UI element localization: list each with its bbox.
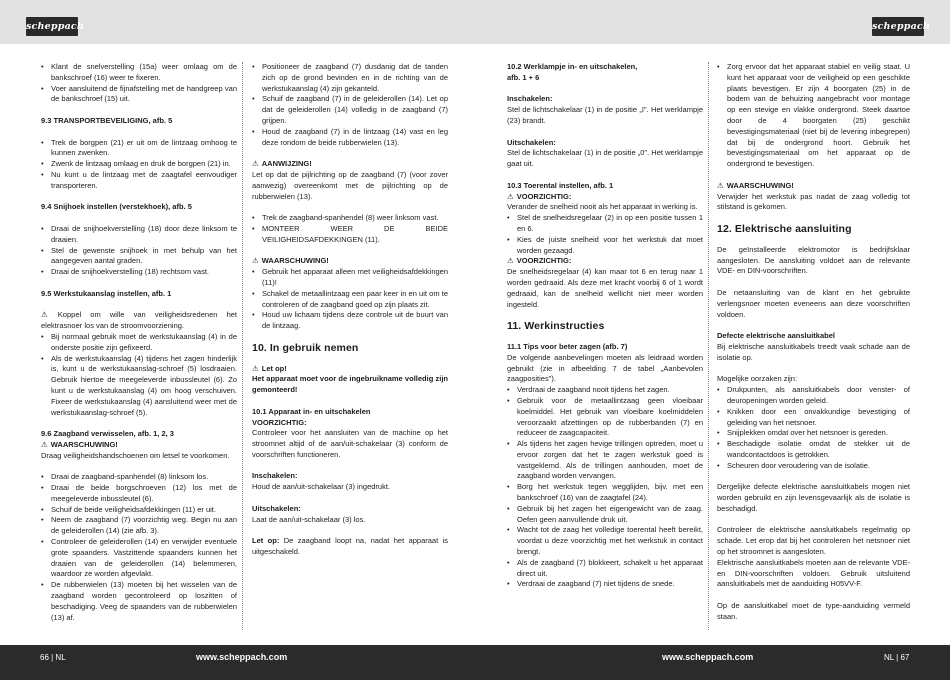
website-link-right[interactable]: www.scheppach.com <box>662 652 754 662</box>
bullet-list <box>41 224 237 278</box>
list-item: • Gebruik bij het zagen het eigengewicht van de zaag. Oefen geen aanvullende druk uit. <box>507 504 703 526</box>
list-item: • Gebruik het apparaat alleen met veiligheidsafdekkingen (11)! <box>252 267 448 289</box>
list-item: • Voer aansluitend de fijnafstelling met de handgreep van de bankschroef (15) uit. <box>41 84 237 106</box>
list-item: • Als tijdens het zagen hevige trillingen optreden, moet u ervoor zorgen dat het te zagen werkstuk goed is vastgeklemd. Als de trillingen aanhouden, moet de zaagband worden vervangen. <box>507 439 703 482</box>
text-column-2 <box>252 62 448 569</box>
paragraph: Draag veiligheidshandschoenen om letsel te voorkomen. <box>41 450 230 460</box>
subsection-heading: 10.2 Werklampje in- en uitschakelen, <box>507 62 638 71</box>
bullet-list <box>717 385 910 471</box>
list-item: • Draai de beide borgschroeven (12) los met de meegeleverde inbussleutel (6). <box>41 483 237 505</box>
list-item: • Houd de zaagband (7) in de lintzaag (14) vast en leg deze rondom de beide rubberwielen (13). <box>252 127 448 149</box>
text-column-4 <box>717 62 910 633</box>
paragraph: Stel de lichtschakelaar (1) in de positie „I". Het werklampje (23) brandt. <box>507 105 703 125</box>
subsection-heading: Inschakelen: <box>507 94 553 104</box>
subsection-heading: 9.3 TRANSPORTBEVEILIGING, afb. 5 <box>41 115 173 125</box>
list-item: • Schakel de metaallintzaag een paar keer in en uit om te controleren of de zaagband goed op zijn plaats zit. <box>252 289 448 311</box>
warning-heading: ⚠ WAARSCHUWING! <box>41 440 237 451</box>
paragraph: Controleer de elektrische aansluitkabels regelmatig op schade. Let erop dat bij het controleren het netsnoer niet op het stroomnet is aangesloten. <box>717 525 910 557</box>
list-item: • Controleer de geleiderollen (14) en verwijder eventuele grote spaanders. Vastzittende spaanders kunnen het draaien van de geleiderollen (14) belemmeren, waardoor ze worden afgevlakt. <box>41 537 237 580</box>
list-item: • Verdraai de zaagband nooit tijdens het zagen. <box>507 385 703 396</box>
list-item: • Draai de snijhoekverstelling (18) rechtsom vast. <box>41 267 237 278</box>
brand-logo-right: scheppach <box>872 17 924 36</box>
paragraph: Let op dat de pijlrichting op de zaagband (7) (voor zover aanwezig) overeenkomt met de pijlrichting op de rubberwielen (13). <box>252 169 448 201</box>
list-item: • Beschadigde isolatie omdat de stekker uit de wandcontactdoos is getrokken. <box>717 439 910 461</box>
list-item: • Draai de zaagband-spanhendel (8) linksom los. <box>41 472 237 483</box>
subsection-heading: 11.1 Tips voor beter zagen (afb. 7) <box>507 341 628 351</box>
list-item: • Schuif de beide veiligheidsafdekkingen (11) er uit. <box>41 505 237 516</box>
warning-heading: ⚠ WAARSCHUWING! <box>252 256 448 267</box>
paragraph: De geïnstalleerde elektromotor is bedrijfsklaar aangesloten. De aansluiting voldoet aan de relevante VDE- en DIN-voorschriften. <box>717 244 910 276</box>
paragraph: Verwijder het werkstuk pas nadat de zaag volledig tot stilstand is gekomen. <box>717 191 910 212</box>
bullet-list <box>41 62 237 105</box>
bullet-list <box>252 213 448 245</box>
subsection-heading: 9.6 Zaagband verwisselen, afb. 1, 2, 3 <box>41 429 174 439</box>
warning-heading: ⚠ AANWIJZING! <box>252 159 448 170</box>
list-item: • Zwenk de lintzaag omlaag en druk de borgpen (21) in. <box>41 159 237 170</box>
section-heading: 10. In gebruik nemen <box>252 341 359 354</box>
subsection-heading: 9.4 Snijhoek instellen (verstekhoek), afb. 5 <box>41 202 192 212</box>
list-item: • Snijplekken omdat over het netsnoer is gereden. <box>717 428 910 439</box>
list-item: • Neem de zaagband (7) voorzichtig weg. Begin nu aan de geleiderollen (14) (zie afb. 3). <box>41 515 237 537</box>
website-link-left[interactable]: www.scheppach.com <box>196 652 288 662</box>
list-item: • Bij normaal gebruik moet de werkstukaanslag (4) in de onderste positie zijn gefixeerd. <box>41 332 237 354</box>
list-item: • Positioneer de zaagband (7) dusdanig dat de tanden zich op de grond bevinden en in de richting van de werkstukaanslag (4) zijn gekanteld. <box>252 62 448 94</box>
subsection-heading: Uitschakelen: <box>252 503 301 513</box>
list-item: • Kies de juiste snelheid voor het werkstuk dat moet worden gezaagd. <box>507 235 703 257</box>
paragraph: Houd de aan/uit-schakelaar (3) ingedrukt. <box>252 482 390 492</box>
bullet-list <box>41 472 237 623</box>
section-heading: 11. Werkinstructies <box>507 320 605 333</box>
column-divider-left <box>242 62 243 630</box>
subsection-heading: afb. 1 + 6 <box>507 72 540 82</box>
paragraph: Verander de snelheid nooit als het apparaat in werking is. <box>507 202 698 212</box>
list-item: • Knikken door een onvakkundige bevestiging of geleiding van het netsnoer. <box>717 407 910 429</box>
brand-logo-left: scheppach <box>26 17 78 36</box>
section-heading: 12. Elektrische aansluiting <box>717 222 852 235</box>
paragraph: Op de aansluitkabel moet de type-aanduiding vermeld staan. <box>717 601 910 621</box>
bullet-list <box>717 62 910 170</box>
page-number-right: NL | 67 <box>884 653 910 662</box>
warning-heading: ⚠ VOORZICHTIG: <box>507 192 703 203</box>
paragraph: De netaansluiting van de klant en het gebruikte verlengsnoer moeten eveneens aan deze voorschriften voldoen. <box>717 287 910 319</box>
list-item: • Verdraai de zaagband (7) niet tijdens de snede. <box>507 579 703 590</box>
paragraph: Elektrische aansluitkabels moeten aan de relevante VDE- en DIN-voorschriften voldoen. Gebruik uitsluitend aansluitkabels met de aanduiding H05VV-F. <box>717 557 910 589</box>
list-item: • Trek de borgpen (21) er uit om de lintzaag omhoog te kunnen zwenken. <box>41 138 237 160</box>
subsection-heading: Inschakelen: <box>252 471 298 481</box>
list-item: • Trek de zaagband-spanhendel (8) weer linksom vast. <box>252 213 448 224</box>
list-item: • Houd uw lichaam tijdens deze controle uit de buurt van de lintzaag. <box>252 310 448 332</box>
bullet-list <box>507 385 703 590</box>
footer-bar <box>0 645 950 680</box>
list-item: • Stel de gewenste snijhoek in met behulp van het aangegeven aantal graden. <box>41 246 237 268</box>
paragraph: Stel de lichtschakelaar (1) in de positie „0". Het werklampje gaat uit. <box>507 148 703 169</box>
page-number-left: 66 | NL <box>40 653 66 662</box>
list-item: • Drukpunten, als aansluitkabels door venster- of deuropeningen worden geleid. <box>717 385 910 407</box>
bullet-list <box>41 332 237 418</box>
list-item: • MONTEER WEER DE BEIDE VEILIGHEIDSAFDEKKINGEN (11). <box>252 224 448 246</box>
text-column-3 <box>507 62 703 601</box>
subsection-heading: Defecte elektrische aansluitkabel <box>717 331 835 341</box>
paragraph: De snelheidsregelaar (4) kan maar tot 6 en terug naar 1 worden gedraaid. Als deze met kracht voorbij 6 of 1 wordt gedraaid, kan de snelheid wellicht niet meer worden ingesteld. <box>507 267 703 309</box>
list-item: • Scheuren door veroudering van de isolatie. <box>717 461 910 472</box>
bullet-list <box>252 267 448 332</box>
inline-label: Let op: <box>252 536 280 546</box>
list-item: • De rubberwielen (13) moeten bij het wisselen van de zaagband worden gecontroleerd op loszitten of beschadiging. Veeg de spaanders van de rubberwielen (13) af. <box>41 580 237 623</box>
warning-heading: ⚠ WAARSCHUWING! <box>717 181 910 192</box>
subsection-heading: 10.3 Toerental instellen, afb. 1 <box>507 180 614 190</box>
subsection-heading: Uitschakelen: <box>507 137 556 147</box>
list-item: • Wacht tot de zaag het volledige toerental heeft bereikt, voordat u deze voorzichtig met het werkstuk in contact brengt. <box>507 525 703 557</box>
text-column-1 <box>41 62 237 634</box>
subsection-heading: 9.5 Werkstukaanslag instellen, afb. 1 <box>41 288 172 298</box>
bullet-list <box>507 213 703 256</box>
paragraph: Dergelijke defecte elektrische aansluitkabels mogen niet worden gebruikt en zijn levensgevaarlijk als de isolatie is beschadigd. <box>717 482 910 513</box>
list-item: • Draai de snijhoekverstelling (18) door deze linksom te draaien. <box>41 224 237 246</box>
list-item: • Nu kunt u de lintzaag met de zaagtafel eenvoudiger transporteren. <box>41 170 237 192</box>
paragraph: De volgende aanbevelingen moeten als leidraad worden gebruikt (zie in afbeelding 7 de tabel „Aanbevolen zaagposities"). <box>507 352 703 384</box>
list-item: • Stel de snelheidsregelaar (2) in op een positie tussen 1 en 6. <box>507 213 703 235</box>
list-item: • Klant de snelverstelling (15a) weer omlaag om de bankschroef (16) weer te fixeren. <box>41 62 237 84</box>
list-item: • Borg het werkstuk tegen wegglijden, bijv. met een bankschroef (16) van de zaagtafel (24). <box>507 482 703 504</box>
paragraph: Laat de aan/uit-schakelaar (3) los. <box>252 514 366 524</box>
warning-heading: ⚠ VOORZICHTIG: <box>507 256 703 267</box>
list-item: • Als de werkstukaanslag (4) tijdens het zagen hinderlijk is, kunt u de werkstukaanslag-schroef (5) losdraaien. Gebruik hiertoe de meegeleverde inbussleutel (6). Zo kunt u de werkstukaanslag (4) om hoog verschuiven. Fixeer de werkstukaanslag (4) aansluitend weer met de werkstukaanslag-schroef (5). <box>41 354 237 419</box>
subsection-heading: 10.1 Apparaat in- en uitschakelen <box>252 406 371 416</box>
paragraph <box>252 536 448 558</box>
bullet-list <box>41 138 237 192</box>
warning-paragraph: ⚠ Koppel om wille van veiligheidsredenen het elektrasnoer los van de stroomvoorziening. <box>41 310 237 332</box>
inline-text: De zaagband loopt na, nadat het apparaat is uitgeschakeld. <box>252 536 448 557</box>
list-item: • Als de zaagband (7) blokkeert, schakelt u het apparaat direct uit. <box>507 558 703 580</box>
subsection-heading: VOORZICHTIG: <box>252 417 307 427</box>
list-item: • Schuif de zaagband (7) in de geleiderollen (14). Let op dat de geleiderollen (14) volledig in de zaagband (7) grijpen. <box>252 94 448 126</box>
paragraph: Controleer voor het aansluiten van de machine op het stroomnet altijd of de aan/uit-schakelaar (3) conform de voorschriften functioneren. <box>252 428 448 459</box>
paragraph: Bij elektrische aansluitkabels treedt vaak schade aan de isolatie op. <box>717 341 910 362</box>
bullet-list <box>252 62 448 148</box>
list-item: • Zorg ervoor dat het apparaat stabiel en veilig staat. U kunt het apparaat voor de veiligheid op een geschikte plaats bevestigen. Er zijn 4 boorgaten (25) in de bodem van de behuizing aangebracht voor montage op een stevige en vlakke ondergrond. Steek daartoe door de 4 boorgaten (25) geschikt bevestigingsmateriaal (niet bij de levering inbegrepen) dat bij de ondergrond hoort. Gebruik het bevestigingsmateriaal om het apparaat op de ondergrond te bevestigen. <box>717 62 910 170</box>
header-bar <box>0 0 950 44</box>
warning-heading: ⚠ Let op! <box>252 364 448 375</box>
list-item: • Gebruik voor de metaallintzaag geen vloeibaar koelmiddel. Het gebruik van vloeibare koelmiddelen veroorzaakt afzettingen op de rubberbanden (7) en reduceer de zaagcapaciteit. <box>507 396 703 439</box>
bold-paragraph: Het apparaat moet voor de ingebruikname volledig zijn gemonteerd! <box>252 374 448 395</box>
paragraph: Mogelijke oorzaken zijn: <box>717 374 798 384</box>
column-divider-right <box>708 62 709 630</box>
